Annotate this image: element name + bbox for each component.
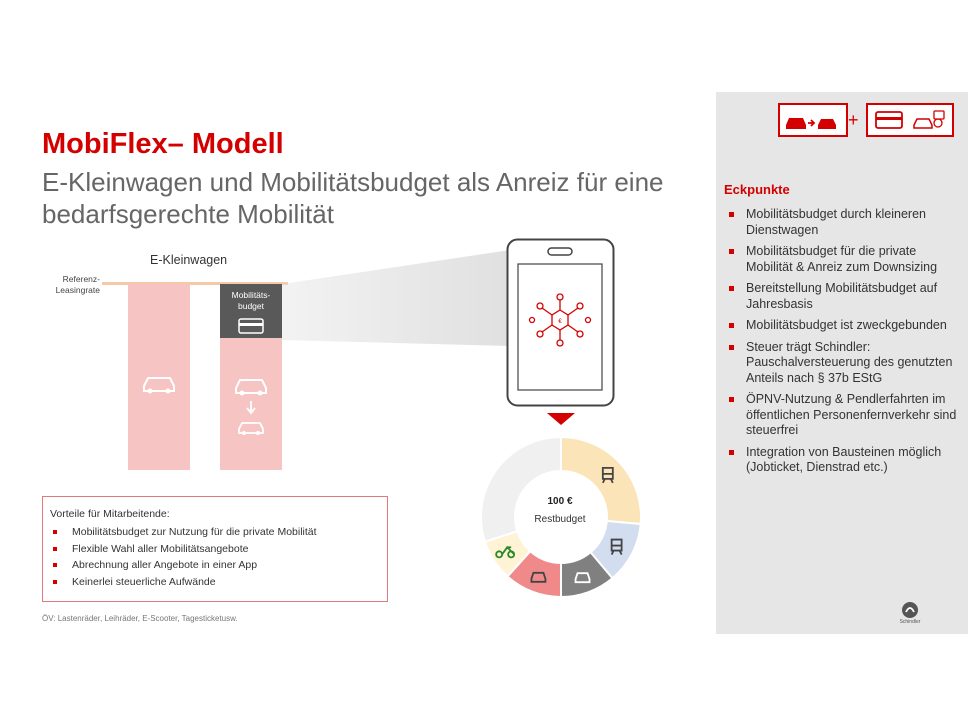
donut-amount: 100 €: [547, 496, 573, 507]
list-item: Steuer trägt Schindler: Pauschalversteuerung des genutzten Anteils nach § 37b EStG: [726, 340, 962, 387]
eckpunkte-list: [726, 207, 962, 482]
list-item: Abrechnung aller Angebote in einer App: [50, 557, 317, 574]
reference-leasing-label: Referenz-Leasingrate: [55, 274, 100, 295]
svg-text:€: €: [558, 319, 562, 325]
list-item: Mobilitätsbudget für die private Mobilität & Anreiz zum Downsizing: [726, 244, 962, 275]
donut-segment-remaining: [481, 437, 561, 542]
pointer-down-icon: [546, 412, 576, 426]
list-item: Integration von Bausteinen möglich (Jobticket, Dienstrad etc.): [726, 445, 962, 476]
list-item: Mobilitätsbudget ist zweckgebunden: [726, 318, 962, 334]
list-item: ÖPNV-Nutzung & Pendlerfahrten im öffentlichen Personenfernverkehr sind steuerfrei: [726, 392, 962, 439]
list-item: Flexible Wahl aller Mobilitätsangebote: [50, 541, 317, 558]
donut-label: Restbudget: [534, 514, 586, 525]
footnote: ÖV: Lastenräder, Leihräder, E-Scooter, Tagesticketusw.: [42, 614, 238, 623]
arrow-down-icon: [246, 401, 256, 415]
car-swap-icon: [778, 103, 848, 137]
eckpunkte-title: Eckpunkte: [724, 182, 790, 197]
small-car-icon: [236, 418, 266, 436]
donut-segment-train: [561, 437, 641, 524]
car-icon: [232, 374, 270, 396]
e-kleinwagen-label: E-Kleinwagen: [150, 253, 228, 267]
smartphone-illustration: [506, 238, 616, 408]
plus-sign: +: [848, 110, 859, 130]
benefits-list: [50, 524, 317, 590]
budget-mobility-icon: [866, 103, 954, 137]
logo-text: Schindler: [899, 619, 921, 625]
card-icon: [238, 318, 264, 334]
schindler-logo-icon: [900, 600, 920, 620]
list-item: Mobilitätsbudget zur Nutzung für die private Mobilität: [50, 524, 317, 541]
projection-beam: [280, 248, 512, 348]
list-item: Bereitstellung Mobilitätsbudget auf Jahresbasis: [726, 281, 962, 312]
mobility-budget-label: Mobilitäts-budget: [231, 290, 271, 311]
car-icon: [140, 372, 178, 394]
benefits-title: Vorteile für Mitarbeitende:: [50, 508, 170, 520]
list-item: Mobilitätsbudget durch kleineren Dienstwagen: [726, 207, 962, 238]
list-item: Keinerlei steuerliche Aufwände: [50, 574, 317, 591]
page-title: MobiFlex– Modell: [42, 128, 284, 160]
page-subtitle: E-Kleinwagen und Mobilitätsbudget als Anreiz für eine bedarfsgerechte Mobilität: [42, 167, 664, 229]
